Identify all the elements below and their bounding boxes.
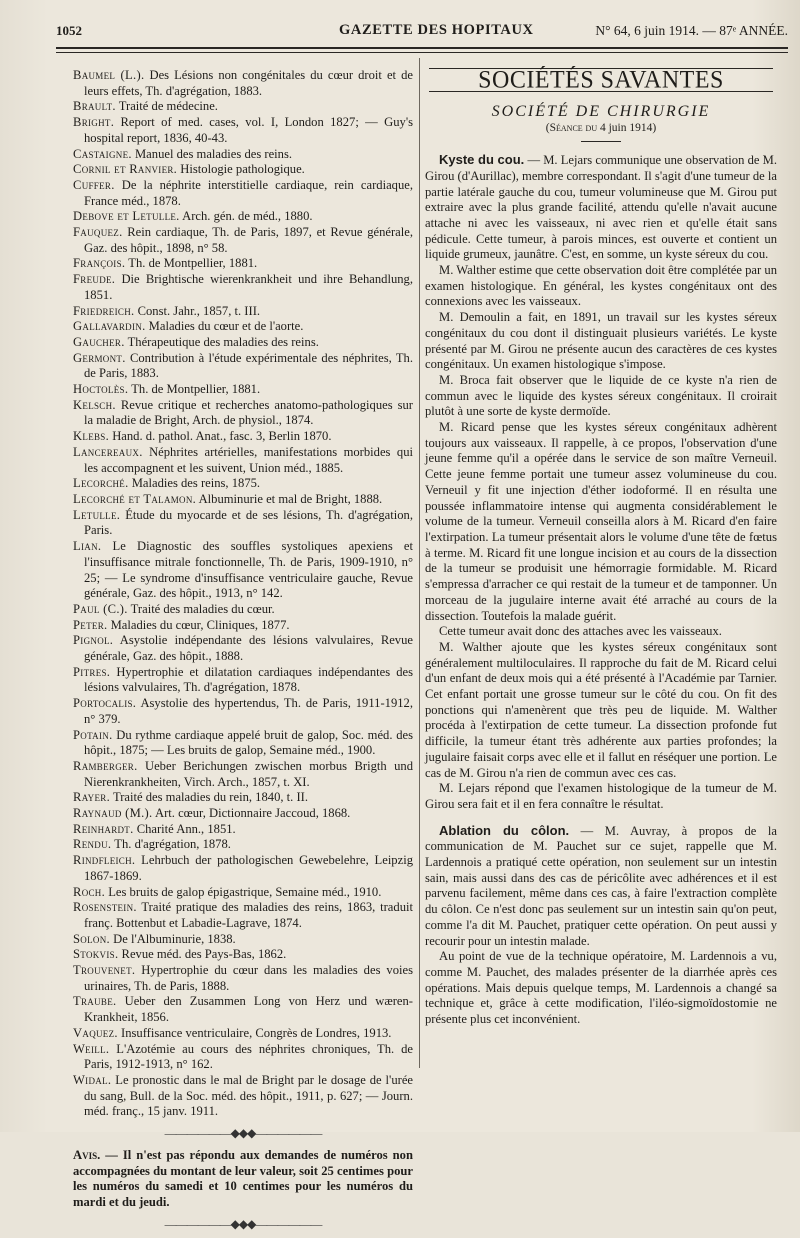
entry-text: Hypertrophie et dilatation cardiaques indépendantes des lésions valvulaires, Th. d'agrégation, 1878. bbox=[84, 664, 413, 695]
entry-text: Const. Jahr., 1857, t. III. bbox=[137, 303, 261, 318]
society-name: SOCIÉTÉ DE CHIRURGIE bbox=[491, 102, 711, 120]
bibliography-entry bbox=[73, 1073, 413, 1120]
entry-text: Histologie pathologique. bbox=[180, 162, 305, 177]
entry-author: Stokvis. bbox=[73, 947, 119, 962]
paragraph-text: M. Lejars répond que l'examen histologique de la tumeur de M. Girou sera fait et il en fera connaître le résultat. bbox=[425, 781, 777, 811]
bibliography-entry bbox=[73, 162, 413, 178]
bibliography-entry bbox=[73, 99, 413, 115]
seance-line bbox=[425, 121, 777, 137]
entry-text: Néphrites artérielles, manifestations morbides qui les accompagnent et les suivent, Union méd., 1885. bbox=[84, 444, 413, 475]
entry-author: Cornil et Ranvier. bbox=[73, 162, 178, 177]
entry-author: Bright. bbox=[73, 115, 115, 130]
bibliography-entry bbox=[73, 696, 413, 727]
entry-text: Hypertrophie du cœur dans les maladies des voies urinaires, Th. de Paris, 1888. bbox=[84, 963, 413, 993]
entry-author: Traube. bbox=[73, 994, 117, 1009]
bibliography-entry bbox=[73, 335, 413, 351]
issue-info: N° 64, 6 juin 1914. — 87ᵉ ANNÉE. bbox=[595, 23, 788, 38]
entry-text: Maladies du cœur et de l'aorte. bbox=[148, 319, 304, 334]
bibliography-entry bbox=[73, 633, 413, 664]
bibliography-entry bbox=[73, 900, 413, 931]
bibliography-entry bbox=[73, 947, 413, 963]
paragraph-text: M. Demoulin a fait, en 1891, un travail sur les kystes séreux congénitaux du cou dont il distinguait plusieurs variétés. Le kyste présenté par M. Girou ne présente aucun des caractères de ces kystes congénitaux. Un examen histologique s'impose. bbox=[425, 310, 777, 372]
page-header bbox=[56, 18, 788, 42]
report-paragraph bbox=[425, 781, 777, 812]
entry-author: Lancereaux. bbox=[73, 444, 143, 459]
bibliography-entry bbox=[73, 272, 413, 303]
entry-text: Maladies des reins, 1875. bbox=[131, 476, 261, 491]
report-paragraph bbox=[425, 949, 777, 1028]
bibliography-entry bbox=[73, 178, 413, 209]
entry-text: Insuffisance ventriculaire, Congrès de Londres, 1913. bbox=[121, 1025, 392, 1040]
entry-text: Ueber den Zusammen Long von Herz und wæren-Krankheit, 1856. bbox=[84, 994, 413, 1025]
bibliography-entry bbox=[73, 445, 413, 476]
bibliography-entry bbox=[73, 837, 413, 853]
report-paragraph bbox=[425, 823, 777, 950]
entry-author: Trouvenet. bbox=[73, 963, 136, 978]
entry-author: Gallavardin. bbox=[73, 319, 146, 334]
entry-author: Letulle. bbox=[73, 507, 121, 522]
entry-text: Des Lésions non congénitales du cœur droit et de leurs effets, Th. d'agrégation, 1883. bbox=[84, 68, 413, 98]
entry-author: Rindfleich. bbox=[73, 853, 136, 868]
bibliography-entry bbox=[73, 602, 413, 618]
bibliography-entry bbox=[73, 806, 413, 822]
entry-text: Charité Ann., 1851. bbox=[136, 821, 236, 836]
bibliography-entry bbox=[73, 618, 413, 634]
paragraph-text: M. Walther ajoute que les kystes séreux congénitaux sont généralement multiloculaires. Il rapproche du fait de M. Ricard celui d'un enfant de deux mois qui a été présenté à l'Académie par Tarnier. Cet enfant portait une grosse tumeur sur le côté du cou. On fit des ponctions qui n'amenèrent que très peu de liquide. M. Walther procéda à l'extirpation de cette tumeur. La dissection profonde fut difficile, la tumeur étant très adhérente aux parties profondes; la jugulaire faisait corps avec elle et il fallut en réséquer une portion. Le cas de M. Girou n'a rien de commun avec ces cas. bbox=[425, 639, 777, 780]
entry-text: Art. cœur, Dictionnaire Jaccoud, 1868. bbox=[154, 806, 351, 821]
entry-author: Klebs. bbox=[73, 429, 110, 444]
entry-author: Debove et Letulle. bbox=[73, 209, 180, 224]
entry-author: Lecorché. bbox=[73, 476, 129, 491]
entry-author: Vaquez. bbox=[73, 1025, 118, 1040]
bibliography-column bbox=[73, 68, 413, 1238]
entry-text: Rein cardiaque, Th. de Paris, 1897, et Revue générale, Gaz. des hôpit., 1898, n° 58. bbox=[84, 225, 413, 255]
seance-date: 4 juin 1914) bbox=[599, 122, 657, 135]
paragraph-heading: Kyste du cou. bbox=[439, 152, 525, 168]
entry-text: Revue méd. des Pays-Bas, 1862. bbox=[121, 947, 287, 962]
entry-author: Raynaud (M.). bbox=[73, 806, 153, 821]
entry-author: Paul (C.). bbox=[73, 601, 128, 616]
entry-author: Weill. bbox=[73, 1041, 110, 1056]
bibliography-entry bbox=[73, 665, 413, 696]
bibliography-entry bbox=[73, 790, 413, 806]
entry-text: Le pronostic dans le mal de Bright par le dosage de l'urée du sang, Bull. de la Soc. méd. des hôpit., 1911, p. 627; — Journ. méd. franç., 15 janv. 1911. bbox=[84, 1073, 413, 1119]
entry-author: Castaigne. bbox=[73, 146, 132, 161]
bibliography-entry bbox=[73, 539, 413, 602]
journal-title: GAZETTE DES HOPITAUX bbox=[339, 22, 534, 38]
bibliography-entry bbox=[73, 885, 413, 901]
bibliography-entry bbox=[73, 147, 413, 163]
entry-author: Roch. bbox=[73, 884, 106, 899]
entry-text: Hand. d. pathol. Anat., fasc. 3, Berlin 1870. bbox=[112, 429, 332, 444]
entry-text: De la néphrite interstitielle cardiaque, rein cardiaque, France méd., 1878. bbox=[84, 177, 413, 208]
bibliography-entry bbox=[73, 398, 413, 429]
bibliography-entry bbox=[73, 68, 413, 99]
entry-author: Pitres. bbox=[73, 664, 111, 679]
paragraph-text: Au point de vue de la technique opératoire, M. Lardennois a vu, comme M. Pauchet, des malades présenter de la diarrhée après ces opérations. Mais depuis quelque temps, M. Lardennois a changé sa technique et, grâce à cette modification, l'iléo-sigmoïdostomie ne présente plus cet inconvénient. bbox=[425, 949, 777, 1027]
entry-author: Potain. bbox=[73, 727, 113, 742]
entry-author: Lecorché et Talamon. bbox=[73, 491, 197, 506]
paragraph-text: M. Broca fait observer que le liquide de ce kyste n'a rien de commun avec le liquide des kystes séreux congénitaux. Il croirait plutôt à une sorte de kyste dermoïde. bbox=[425, 372, 777, 419]
entry-text: Albuminurie et mal de Bright, 1888. bbox=[198, 491, 383, 506]
ornament-divider-bottom: ——————◆◆◆—————— bbox=[164, 1216, 322, 1231]
entry-author: Brault. bbox=[73, 99, 116, 114]
entry-author: Kelsch. bbox=[73, 397, 116, 412]
entry-author: Solon. bbox=[73, 931, 110, 946]
entry-text: Asystolie des hypertendus, Th. de Paris, 1911-1912, n° 379. bbox=[84, 696, 413, 726]
entry-author: Baumel (L.). bbox=[73, 68, 145, 82]
column-divider bbox=[419, 58, 420, 1068]
entry-text: Le Diagnostic des souffles systoliques apexiens et l'insuffisance mitrale fonctionnelle, Th. de Paris, 1909-1910, n° 25; — Le syndrome d'insuffisance ventriculaire gauche, Revue générale, Gaz. des hôpit., 1913, n° 142. bbox=[84, 539, 413, 601]
entry-author: Friedreich. bbox=[73, 303, 135, 318]
report-paragraph bbox=[425, 263, 777, 310]
seance-rule bbox=[581, 141, 621, 142]
entry-text: Th. de Montpellier, 1881. bbox=[128, 256, 258, 271]
entry-author: Hoctolès. bbox=[73, 382, 129, 397]
entry-text: L'Azotémie au cours des néphrites chroniques, Th. de Paris, 1912-1913, n° 162. bbox=[84, 1041, 413, 1072]
entry-author: Germont. bbox=[73, 350, 126, 365]
entry-text: Ueber Berichungen zwischen morbus Brigth und Nierenkrankheiten, Virch. Arch., 1857, t. XI. bbox=[84, 758, 413, 789]
report-paragraph bbox=[425, 310, 777, 373]
entry-text: Th. d'agrégation, 1878. bbox=[114, 837, 231, 852]
bibliography-entry bbox=[73, 382, 413, 398]
bibliography-entry bbox=[73, 209, 413, 225]
paragraph-text: — M. Auvray, à propos de la communication de M. Pauchet sur ce sujet, rappelle que M. Lardennois a pratiqué cette opération, non seulement sur un intestin sain, mais aussi dans des cas de péricôlite avec adhérences et il est parvenu facilement, même dans ces cas, à faire l'extraction complète du côlon. Ce n'est donc pas seulement sur un intestin sain qu'on peut, comme l'a dit M. Pauchet, pratiquer cette opération. On peut aussi y recourir pour un intestin malade. bbox=[425, 823, 777, 948]
bibliography-entry bbox=[73, 963, 413, 994]
bibliography-entry bbox=[73, 225, 413, 256]
bibliography-entry bbox=[73, 822, 413, 838]
entry-text: Revue critique et recherches anatomo-pathologiques sur la maladie de Bright, Arch. de physiol., 1874. bbox=[84, 397, 413, 428]
ornament-divider: ——————◆◆◆—————— bbox=[164, 1126, 322, 1141]
entry-author: Rosenstein. bbox=[73, 900, 137, 915]
bibliography-entry bbox=[73, 932, 413, 948]
bibliography-entry bbox=[73, 476, 413, 492]
avis-text: — Il n'est pas répondu aux demandes de numéros non accompagnées du montant de leur valeur, soit 25 centimes pour les numéros du samedi et 10 centimes pour les numéros du mardi et du jeudi. bbox=[73, 1147, 413, 1209]
report-paragraph bbox=[425, 152, 777, 263]
entry-author: Freude. bbox=[73, 272, 116, 287]
bibliography-entry bbox=[73, 1026, 413, 1042]
bibliography-entry bbox=[73, 304, 413, 320]
report-paragraph bbox=[425, 373, 777, 420]
entry-text: Arch. gén. de méd., 1880. bbox=[182, 209, 313, 224]
entry-text: Die Brightische wierenkrankheit und ihre Behandlung, 1851. bbox=[84, 272, 413, 302]
entry-author: Cuffer. bbox=[73, 177, 115, 192]
entry-text: Traité des maladies du cœur. bbox=[130, 601, 275, 616]
entry-text: Th. de Montpellier, 1881. bbox=[131, 382, 261, 397]
entry-text: Traité des maladies du rein, 1840, t. II. bbox=[112, 790, 309, 805]
paragraph-text: M. Walther estime que cette observation doit être complétée par un examen histologique. En général, les kystes congénitaux ont des connexions avec les vaisseaux. bbox=[425, 263, 777, 309]
paragraph-text: — M. Lejars communique une observation de M. Girou (d'Aurillac), membre correspondant. Il s'agit d'une tumeur de la partie latérale gauche du cou, tumeur volumineuse que M. Girou put extraire avec la plus grande facilité, attendu qu'elle n'avait aucune attache ni avec les vaisseaux, ni avec rien et qu'elle était sans pédicule. Cette tumeur, à parois minces, est ouverte et contient un liquide grumeux, jaunâtre. C'est, en somme, un kyste séreux du cou. bbox=[425, 153, 777, 262]
report-paragraph bbox=[425, 624, 777, 640]
societes-column bbox=[425, 68, 777, 1028]
bibliography-entry bbox=[73, 351, 413, 382]
entry-author: Gaucher. bbox=[73, 334, 125, 349]
entry-author: Widal. bbox=[73, 1073, 112, 1087]
paragraph-text: M. Ricard pense que les kystes séreux congénitaux adhèrent toujours aux vaisseaux. Il rappelle, à ce propos, l'observation d'une jeune femme qu'il a opérée dans le service de son maître Verneuil. Cette jeune femme portait une tumeur assez volumineuse du cou. Verneuil y fit une injection d'éther iodoformé. Il en résulta une poussée inflammatoire intense qui augmenta considérablement le volume de la tumeur. Verneuil conseilla alors à M. Ricard d'en faire l'extirpation. La tumeur présentait alors le volume d'une tête de fœtus à terme. M. Ricard fit une longue incision et au cours de la dissection de la tumeur se produisit une hémorragie formidable. M. Ricard s'empressa d'arracher ce qui restait de la tumeur et de tamponner. Un morceau de la jugulaire interne avait été arraché au cours de la dissection. Toutefois la malade guérit. bbox=[425, 420, 777, 623]
entry-text: De l'Albuminurie, 1838. bbox=[113, 931, 236, 946]
page-number: 1052 bbox=[56, 23, 82, 38]
entry-text: Du rythme cardiaque appelé bruit de galop, Soc. méd. des hôpit., 1875; — Les bruits de galop, Semaine méd., 1900. bbox=[84, 727, 413, 758]
bibliography-entry bbox=[73, 994, 413, 1025]
entry-author: Peter. bbox=[73, 617, 108, 632]
entry-author: Portocalis. bbox=[73, 696, 137, 711]
paragraph-heading: Ablation du côlon. bbox=[439, 822, 570, 838]
avis-notice bbox=[73, 1148, 413, 1211]
entry-text: Report of med. cases, vol. I, London 1827; — Guy's hospital report, 1836, 40-43. bbox=[84, 115, 413, 145]
bibliography-entry bbox=[73, 759, 413, 790]
entry-text: Contribution à l'étude expérimentale des néphrites, Th. de Paris, 1883. bbox=[84, 350, 413, 381]
paragraph-text: Cette tumeur avait donc des attaches avec les vaisseaux. bbox=[439, 624, 722, 639]
bibliography-entry bbox=[73, 256, 413, 272]
entry-author: Fauquez. bbox=[73, 225, 123, 240]
bibliography-entry bbox=[73, 853, 413, 884]
entry-author: Ramberger. bbox=[73, 758, 138, 773]
bibliography-entry bbox=[73, 508, 413, 539]
entry-author: François. bbox=[73, 256, 126, 271]
seance-label: (Séance du bbox=[545, 122, 598, 135]
bibliography-list bbox=[73, 68, 413, 1120]
entry-author: Rendu. bbox=[73, 837, 112, 852]
entry-text: Traité de médecine. bbox=[118, 99, 218, 114]
entry-text: Lehrbuch der pathologischen Gewebelehre, Leipzig 1867-1869. bbox=[84, 853, 413, 883]
report-paragraphs bbox=[425, 152, 777, 1028]
header-rule-thin bbox=[56, 52, 788, 53]
entry-author: Rayer. bbox=[73, 790, 111, 805]
bibliography-entry bbox=[73, 1042, 413, 1073]
report-paragraph bbox=[425, 420, 777, 624]
entry-text: Maladies du cœur, Cliniques, 1877. bbox=[110, 617, 290, 632]
entry-text: Traité pratique des maladies des reins, 1863, traduit franç. Bottenbut et Labadie-Lagrave, 1874. bbox=[84, 900, 413, 930]
avis-label: Avis. bbox=[73, 1147, 101, 1162]
report-paragraph bbox=[425, 640, 777, 781]
paragraph-gap bbox=[425, 813, 777, 823]
entry-author: Reinhardt. bbox=[73, 821, 134, 836]
entry-author: Pignol. bbox=[73, 633, 114, 648]
header-rule-thick bbox=[56, 47, 788, 49]
entry-text: Manuel des maladies des reins. bbox=[134, 146, 293, 161]
entry-text: Thérapeutique des maladies des reins. bbox=[127, 334, 319, 349]
bibliography-entry bbox=[73, 728, 413, 759]
entry-text: Les bruits de galop épigastrique, Semaine méd., 1910. bbox=[108, 884, 382, 899]
entry-text: Asystolie indépendante des lésions valvulaires, Revue générale, Gaz. des hôpit., 1888. bbox=[84, 633, 413, 664]
bibliography-entry bbox=[73, 429, 413, 445]
bibliography-entry bbox=[73, 319, 413, 335]
bibliography-entry bbox=[73, 115, 413, 146]
entry-author: Lian. bbox=[73, 539, 102, 554]
bibliography-entry bbox=[73, 492, 413, 508]
entry-text: Étude du myocarde et de ses lésions, Th. d'agrégation, Paris. bbox=[84, 507, 414, 538]
section-title: SOCIÉTÉS SAVANTES bbox=[478, 66, 724, 94]
